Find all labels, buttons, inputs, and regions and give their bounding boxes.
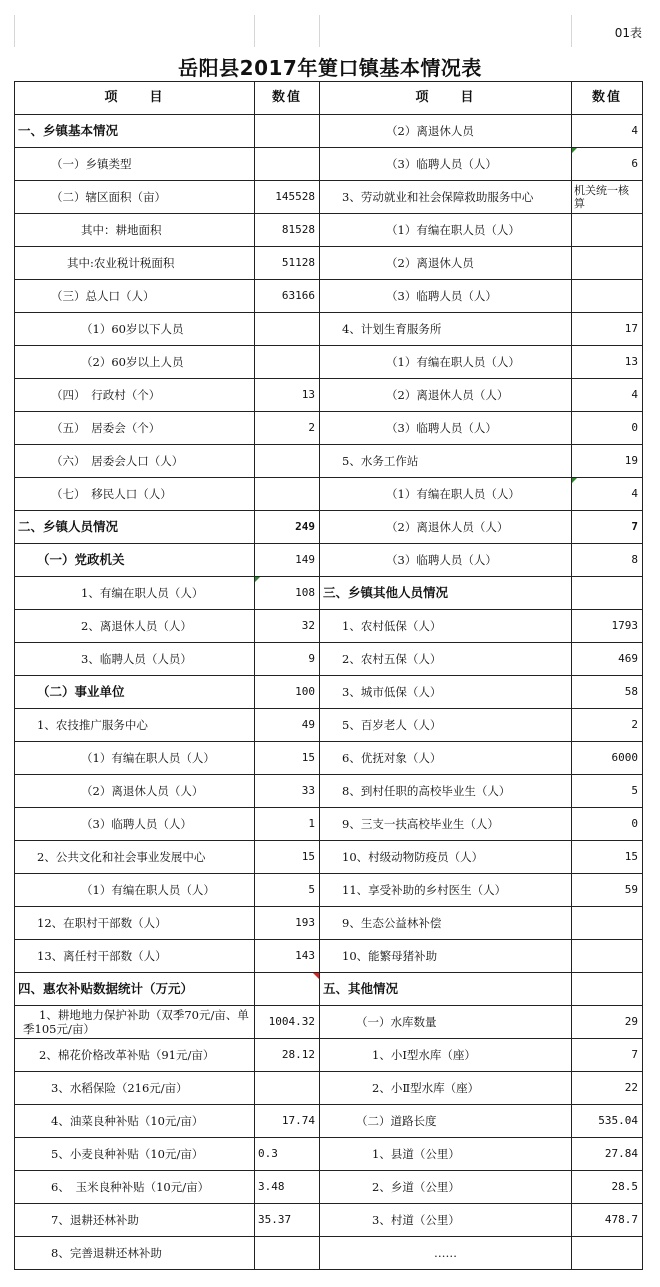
row-value[interactable]: 5: [572, 775, 643, 808]
row-label[interactable]: （四） 行政村（个）: [15, 379, 255, 412]
row-value[interactable]: [572, 280, 643, 313]
row-label[interactable]: 7、退耕还林补助: [15, 1204, 255, 1237]
table-row: [15, 1138, 643, 1171]
row-value[interactable]: 8: [572, 544, 643, 577]
row-value[interactable]: 15: [572, 841, 643, 874]
row-label[interactable]: （二）道路长度: [320, 1105, 572, 1138]
row-label[interactable]: 四、惠农补贴数据统计（万元）: [15, 973, 255, 1006]
table-row: [15, 841, 643, 874]
row-value[interactable]: 535.04: [572, 1105, 643, 1138]
row-label[interactable]: 10、能繁母猪补助: [320, 940, 572, 973]
row-label[interactable]: 6、优抚对象（人）: [320, 742, 572, 775]
table-row: [15, 742, 643, 775]
row-label[interactable]: 3、临聘人员（人员）: [15, 643, 255, 676]
header-item-left: 项 目: [15, 82, 255, 115]
row-value[interactable]: 59: [572, 874, 643, 907]
row-value[interactable]: 2: [255, 412, 320, 445]
row-value[interactable]: [255, 478, 320, 511]
row-label[interactable]: （3）临聘人员（人）: [320, 148, 572, 181]
row-value[interactable]: 145528: [255, 181, 320, 214]
table-row: [15, 907, 643, 940]
row-value[interactable]: 51128: [255, 247, 320, 280]
row-label[interactable]: （2）离退休人员（人）: [320, 511, 572, 544]
table-row: [15, 808, 643, 841]
row-label[interactable]: 8、完善退耕还林补助: [15, 1237, 255, 1270]
row-value[interactable]: 4: [572, 379, 643, 412]
row-label[interactable]: 2、离退休人员（人）: [15, 610, 255, 643]
header-item-right: 项 目: [320, 82, 572, 115]
table-row: [15, 247, 643, 280]
row-label[interactable]: （3）临聘人员（人）: [320, 280, 572, 313]
row-value[interactable]: [572, 247, 643, 280]
row-label[interactable]: （1）有编在职人员（人）: [320, 346, 572, 379]
table-row: [15, 1039, 643, 1072]
row-value[interactable]: 4: [572, 115, 643, 148]
row-value[interactable]: 0: [572, 808, 643, 841]
row-value[interactable]: 0: [572, 412, 643, 445]
row-value[interactable]: 2: [572, 709, 643, 742]
row-label[interactable]: 5、水务工作站: [320, 445, 572, 478]
row-label[interactable]: 3、水稻保险（216元/亩）: [15, 1072, 255, 1105]
row-label[interactable]: 五、其他情况: [320, 973, 572, 1006]
table-row: [15, 643, 643, 676]
table-row: [15, 181, 643, 214]
row-label[interactable]: （五） 居委会（个）: [15, 412, 255, 445]
row-label[interactable]: 4、计划生育服务所: [320, 313, 572, 346]
row-value[interactable]: [572, 577, 643, 610]
row-value[interactable]: 机关统一核算: [572, 181, 643, 214]
row-value[interactable]: 7: [572, 511, 643, 544]
row-label[interactable]: 9、生态公益林补偿: [320, 907, 572, 940]
row-label[interactable]: 2、公共文化和社会事业发展中心: [15, 841, 255, 874]
row-value[interactable]: 1: [255, 808, 320, 841]
row-label[interactable]: （1）有编在职人员（人）: [15, 874, 255, 907]
row-label[interactable]: （二）事业单位: [15, 676, 255, 709]
grid-line: [319, 15, 320, 47]
row-value[interactable]: 0.3: [255, 1138, 320, 1171]
table-row: [15, 412, 643, 445]
row-label[interactable]: 1、县道（公里）: [320, 1138, 572, 1171]
row-value[interactable]: 1793: [572, 610, 643, 643]
header-value-left: 数值: [255, 82, 320, 115]
row-label[interactable]: 2、农村五保（人）: [320, 643, 572, 676]
table-row: [15, 1006, 643, 1039]
row-value[interactable]: 1004.32: [255, 1006, 320, 1039]
row-label[interactable]: （3）临聘人员（人）: [320, 544, 572, 577]
row-value[interactable]: 17: [572, 313, 643, 346]
row-value[interactable]: 33: [255, 775, 320, 808]
row-value[interactable]: 63166: [255, 280, 320, 313]
row-value[interactable]: 27.84: [572, 1138, 643, 1171]
row-label[interactable]: （六） 居委会人口（人）: [15, 445, 255, 478]
sheet-number: 01表: [614, 26, 642, 40]
row-value[interactable]: [255, 346, 320, 379]
row-value[interactable]: 28.5: [572, 1171, 643, 1204]
table-row: [15, 874, 643, 907]
row-value[interactable]: 22: [572, 1072, 643, 1105]
row-label[interactable]: 二、乡镇人员情况: [15, 511, 255, 544]
row-value[interactable]: 81528: [255, 214, 320, 247]
table-row: [15, 973, 643, 1006]
row-label[interactable]: 5、小麦良种补贴（10元/亩）: [15, 1138, 255, 1171]
page-title: 岳阳县2017年筻口镇基本情况表: [178, 56, 482, 80]
row-label[interactable]: 1、有编在职人员（人）: [15, 577, 255, 610]
row-value[interactable]: [255, 1237, 320, 1270]
row-value[interactable]: 13: [572, 346, 643, 379]
row-value[interactable]: [255, 148, 320, 181]
row-label[interactable]: 其中：耕地面积: [15, 214, 255, 247]
row-label[interactable]: （七） 移民人口（人）: [15, 478, 255, 511]
row-value[interactable]: [255, 1072, 320, 1105]
row-value[interactable]: 7: [572, 1039, 643, 1072]
row-value[interactable]: 29: [572, 1006, 643, 1039]
row-label[interactable]: 2、小Ⅱ型水库（座）: [320, 1072, 572, 1105]
row-value[interactable]: 100: [255, 676, 320, 709]
row-value[interactable]: [572, 214, 643, 247]
row-value[interactable]: 249: [255, 511, 320, 544]
table-row: [15, 775, 643, 808]
row-value[interactable]: 15: [255, 742, 320, 775]
row-label[interactable]: 三、乡镇其他人员情况: [320, 577, 572, 610]
row-label[interactable]: 3、劳动就业和社会保障救助服务中心: [320, 181, 572, 214]
row-label[interactable]: （一）党政机关: [15, 544, 255, 577]
row-label[interactable]: 1、农村低保（人）: [320, 610, 572, 643]
table-row: [15, 148, 643, 181]
row-label[interactable]: 11、享受补助的乡村医生（人）: [320, 874, 572, 907]
row-value[interactable]: [572, 973, 643, 1006]
table-row: [15, 709, 643, 742]
row-value[interactable]: 193: [255, 907, 320, 940]
row-value[interactable]: 6: [572, 148, 643, 181]
row-label[interactable]: 8、到村任职的高校毕业生（人）: [320, 775, 572, 808]
row-label[interactable]: （2）离退休人员（人）: [15, 775, 255, 808]
row-label[interactable]: 3、城市低保（人）: [320, 676, 572, 709]
row-label[interactable]: 其中:农业税计税面积: [15, 247, 255, 280]
row-label[interactable]: （二）辖区面积（亩）: [15, 181, 255, 214]
row-label[interactable]: 6、 玉米良种补贴（10元/亩）: [15, 1171, 255, 1204]
table-row: [15, 280, 643, 313]
row-value[interactable]: [572, 940, 643, 973]
row-value[interactable]: 15: [255, 841, 320, 874]
row-label[interactable]: （3）临聘人员（人）: [15, 808, 255, 841]
table-row: [15, 346, 643, 379]
header-value-right: 数值: [572, 82, 643, 115]
row-label[interactable]: 13、离任村干部数（人）: [15, 940, 255, 973]
row-value[interactable]: 143: [255, 940, 320, 973]
row-value[interactable]: 49: [255, 709, 320, 742]
row-label[interactable]: 一、乡镇基本情况: [15, 115, 255, 148]
row-value[interactable]: 19: [572, 445, 643, 478]
row-value[interactable]: [255, 313, 320, 346]
spreadsheet-top-row: [0, 0, 660, 50]
row-value[interactable]: 478.7: [572, 1204, 643, 1237]
row-value[interactable]: 3.48: [255, 1171, 320, 1204]
table-row: [15, 511, 643, 544]
row-value[interactable]: 35.37: [255, 1204, 320, 1237]
row-value[interactable]: 28.12: [255, 1039, 320, 1072]
table-row: [15, 313, 643, 346]
row-value[interactable]: [255, 115, 320, 148]
table-row: [15, 1105, 643, 1138]
row-label[interactable]: （2）离退休人员: [320, 247, 572, 280]
row-value[interactable]: 32: [255, 610, 320, 643]
row-value[interactable]: 149: [255, 544, 320, 577]
row-label[interactable]: （1）有编在职人员（人）: [320, 214, 572, 247]
row-value[interactable]: 9: [255, 643, 320, 676]
row-label[interactable]: （1）有编在职人员（人）: [320, 478, 572, 511]
table-row: [15, 940, 643, 973]
row-value[interactable]: 4: [572, 478, 643, 511]
row-value[interactable]: 58: [572, 676, 643, 709]
row-value[interactable]: 17.74: [255, 1105, 320, 1138]
table-row: [15, 676, 643, 709]
row-label[interactable]: ……: [320, 1237, 572, 1270]
row-value[interactable]: 6000: [572, 742, 643, 775]
row-value[interactable]: [572, 1237, 643, 1270]
table-row: [15, 379, 643, 412]
row-value[interactable]: 108: [255, 577, 320, 610]
row-label[interactable]: 2、乡道（公里）: [320, 1171, 572, 1204]
table-row: [15, 478, 643, 511]
table-row: [15, 577, 643, 610]
table-row: [15, 214, 643, 247]
grid-line: [254, 15, 255, 47]
table-row: [15, 1204, 643, 1237]
row-label[interactable]: （1）60岁以下人员: [15, 313, 255, 346]
row-label[interactable]: 12、在职村干部数（人）: [15, 907, 255, 940]
row-label[interactable]: （1）有编在职人员（人）: [15, 742, 255, 775]
table-row: [15, 115, 643, 148]
table-row: [15, 1171, 643, 1204]
basic-info-table: [14, 81, 643, 1270]
grid-line: [571, 15, 572, 47]
row-label[interactable]: 3、村道（公里）: [320, 1204, 572, 1237]
grid-line: [14, 15, 15, 47]
row-label[interactable]: （一）水库数量: [320, 1006, 572, 1039]
row-label[interactable]: （2）离退休人员（人）: [320, 379, 572, 412]
header-row: [15, 82, 643, 115]
row-value[interactable]: 469: [572, 643, 643, 676]
table-row: [15, 445, 643, 478]
table-row: [15, 1237, 643, 1270]
row-label[interactable]: （2）离退休人员: [320, 115, 572, 148]
row-label[interactable]: （一）乡镇类型: [15, 148, 255, 181]
row-label[interactable]: 5、百岁老人（人）: [320, 709, 572, 742]
row-label[interactable]: 2、棉花价格改革补贴（91元/亩）: [15, 1039, 255, 1072]
row-value[interactable]: 13: [255, 379, 320, 412]
row-value[interactable]: [255, 445, 320, 478]
row-value[interactable]: [572, 907, 643, 940]
table-row: [15, 1072, 643, 1105]
row-label[interactable]: （三）总人口（人）: [15, 280, 255, 313]
row-label[interactable]: 4、油菜良种补贴（10元/亩）: [15, 1105, 255, 1138]
row-label[interactable]: （3）临聘人员（人）: [320, 412, 572, 445]
row-label[interactable]: （2）60岁以上人员: [15, 346, 255, 379]
row-label[interactable]: 1、耕地地力保护补助（双季70元/亩、单季105元/亩）: [15, 1006, 255, 1039]
row-label[interactable]: 10、村级动物防疫员（人）: [320, 841, 572, 874]
row-value[interactable]: 5: [255, 874, 320, 907]
table-row: [15, 610, 643, 643]
row-value[interactable]: [255, 973, 320, 1006]
table-row: [15, 544, 643, 577]
row-label[interactable]: 9、三支一扶高校毕业生（人）: [320, 808, 572, 841]
row-label[interactable]: 1、小Ⅰ型水库（座）: [320, 1039, 572, 1072]
row-label[interactable]: 1、农技推广服务中心: [15, 709, 255, 742]
